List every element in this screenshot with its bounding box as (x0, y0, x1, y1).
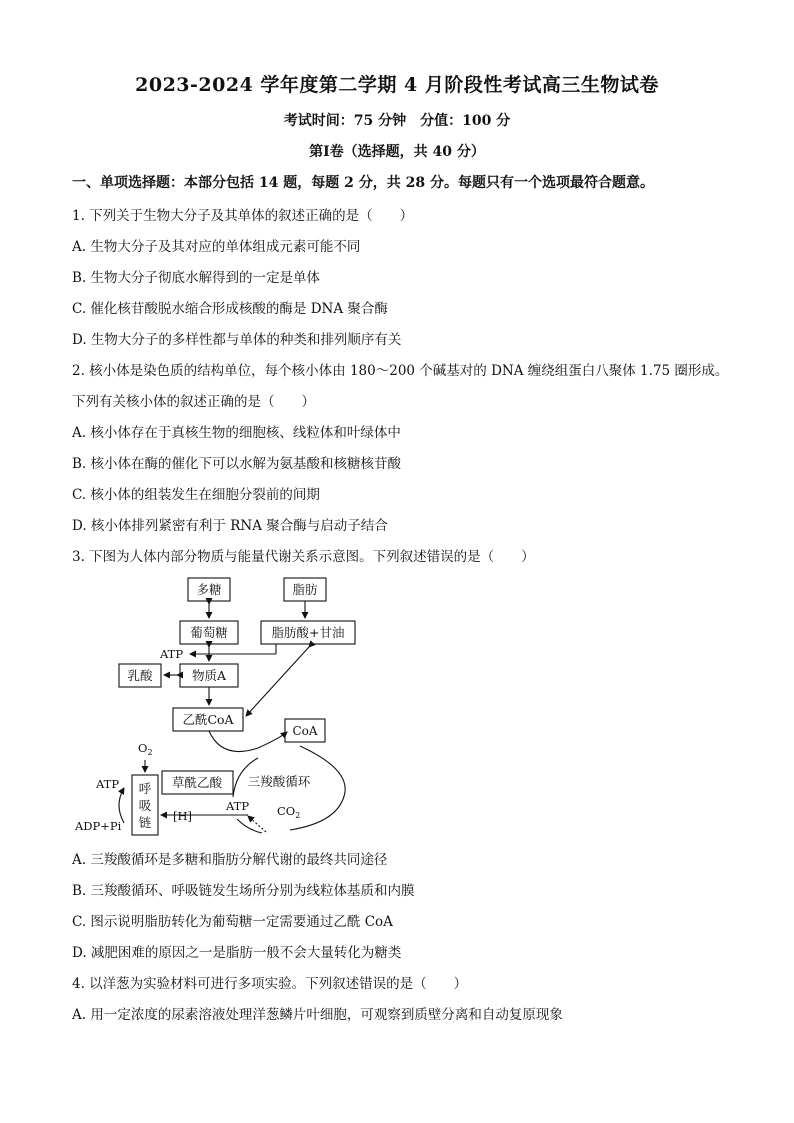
question-2-stem-continued: 下列有关核小体的叙述正确的是（ ） (72, 394, 315, 410)
volume-heading: 第Ⅰ卷（选择题，共 40 分） (309, 144, 485, 160)
question-1-option-a: A. 生物大分子及其对应的单体组成元素可能不同 (72, 239, 361, 255)
question-3-option-c: C. 图示说明脂肪转化为葡萄糖一定需要通过乙酰 CoA (72, 914, 393, 930)
exam-title: 2023-2024 学年度第二学期 4 月阶段性考试高三生物试卷 (135, 74, 659, 96)
label-resp-chain-2: 吸 (138, 798, 152, 813)
label-coa: CoA (292, 724, 318, 738)
exam-info: 考试时间：75 分钟 分值：100 分 (283, 113, 511, 129)
label-atp-cycle: ATP (226, 799, 250, 813)
question-2-option-d: D. 核小体排列紧密有利于 RNA 聚合酶与启动子结合 (72, 518, 388, 534)
question-2-option-b: B. 核小体在酶的催化下可以水解为氨基酸和核糖核苷酸 (72, 456, 402, 472)
question-3-option-d: D. 减肥困难的原因之一是脂肪一般不会大量转化为糖类 (72, 945, 402, 961)
label-co2: $CO_2$ (277, 804, 301, 820)
section-heading: 一、单项选择题：本部分包括 14 题，每题 2 分，共 28 分。每题只有一个选项最符合题意。 (72, 175, 654, 191)
question-3-option-b: B. 三羧酸循环、呼吸链发生场所分别为线粒体基质和内膜 (72, 883, 415, 899)
label-lactic-acid: 乳酸 (127, 668, 153, 683)
label-fatty-acid-glycerol: 脂肪酸+甘油 (271, 625, 345, 640)
question-4-option-a: A. 用一定浓度的尿素溶液处理洋葱鳞片叶细胞，可观察到质壁分离和自动复原现象 (72, 1007, 563, 1023)
label-atp-left: ATP (96, 777, 120, 791)
label-oxaloacetate: 草酰乙酸 (171, 775, 223, 790)
label-tca-cycle: 三羧酸循环 (247, 774, 311, 789)
label-polysaccharide: 多糖 (196, 582, 222, 597)
label-atp-top: ATP (160, 647, 184, 661)
question-3-option-a: A. 三羧酸循环是多糖和脂肪分解代谢的最终共同途径 (72, 852, 388, 868)
label-o2: $O_2$ (138, 741, 153, 757)
question-1-option-b: B. 生物大分子彻底水解得到的一定是单体 (72, 270, 321, 286)
label-h: [H] (173, 809, 193, 823)
label-resp-chain-3: 链 (138, 815, 152, 830)
question-1-option-c: C. 催化核苷酸脱水缩合形成核酸的酶是 DNA 聚合酶 (72, 301, 388, 317)
question-1-option-d: D. 生物大分子的多样性都与单体的种类和排列顺序有关 (72, 332, 402, 348)
label-glucose: 葡萄糖 (190, 625, 228, 640)
label-acetyl-coa: 乙酰CoA (182, 712, 234, 727)
metabolism-diagram (70, 572, 370, 844)
label-adp-pi: ADP+Pi (75, 819, 122, 833)
question-2-option-a: A. 核小体存在于真核生物的细胞核、线粒体和叶绿体中 (72, 425, 401, 441)
label-fat: 脂肪 (292, 582, 318, 597)
label-resp-chain-1: 呼 (138, 781, 152, 796)
question-2-option-c: C. 核小体的组装发生在细胞分裂前的间期 (72, 487, 320, 503)
question-1-stem: 1. 下列关于生物大分子及其单体的叙述正确的是（ ） (72, 208, 414, 224)
question-3-stem: 3. 下图为人体内部分物质与能量代谢关系示意图。下列叙述错误的是（ ） (72, 549, 535, 565)
question-4-stem: 4. 以洋葱为实验材料可进行多项实验。下列叙述错误的是（ ） (72, 976, 468, 992)
question-2-stem: 2. 核小体是染色质的结构单位，每个核小体由 180～200 个碱基对的 DNA 缠绕组蛋白八聚体 1.75 圈形成。 (72, 363, 729, 379)
label-substance-a: 物质A (191, 668, 227, 683)
